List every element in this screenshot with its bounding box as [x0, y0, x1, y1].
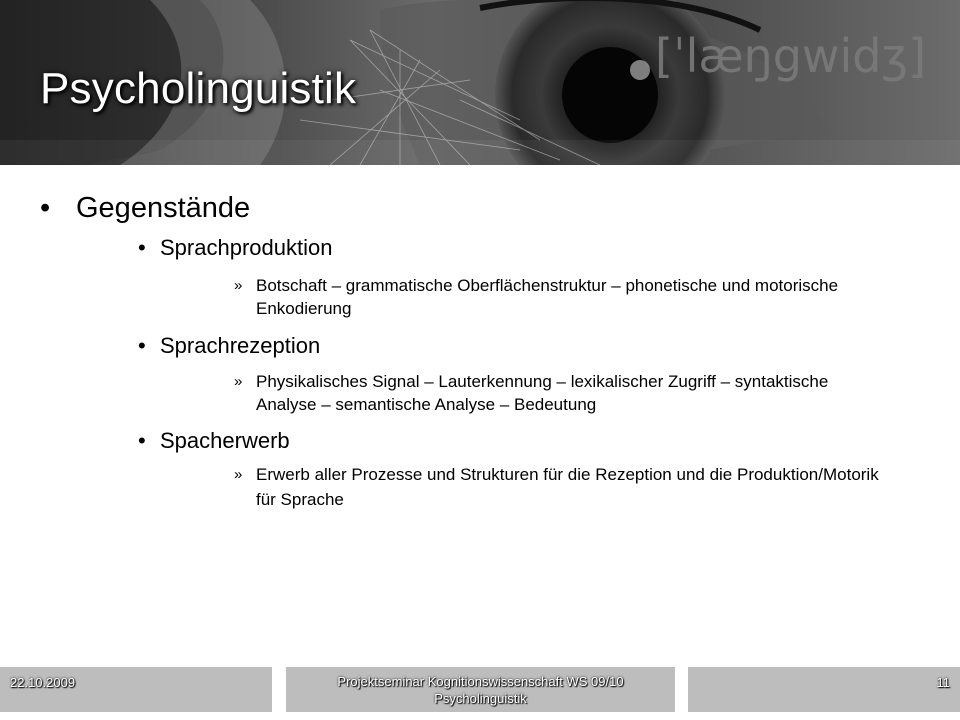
bullet-dot: • — [40, 192, 51, 224]
list-subitem — [234, 462, 884, 512]
bullet-chevron: » — [234, 466, 243, 483]
footer-topic: Psycholinguistik — [434, 691, 527, 706]
list-subitem-text: Physikalisches Signal – Lauterkennung – lexikalischer Zugriff – syntaktische Analyse – semantische Analyse – Bedeutung — [256, 372, 829, 414]
list-subitem-text: Botschaft – grammatische Oberflächenstruktur – phonetische und motorische Enkodierung — [256, 276, 839, 318]
footer-page-box — [688, 667, 960, 712]
footer-date-box — [0, 667, 272, 712]
footer-course-title: Projektseminar Kognitionswissenschaft WS 09/10 — [337, 674, 624, 689]
bullet-chevron: » — [234, 373, 243, 390]
footer-date: 22.10.2009 — [10, 675, 76, 690]
list-subitem — [234, 274, 884, 320]
list-item-label: Sprachproduktion — [160, 235, 333, 260]
bullet-dot: • — [138, 333, 146, 358]
list-subitem-text: Erwerb aller Prozesse und Strukturen für die Rezeption und die Produktion/Motorik für Sprache — [256, 465, 879, 509]
list-subitem — [234, 370, 884, 416]
slide-title: Psycholinguistik — [40, 64, 357, 113]
footer-title-box — [286, 667, 675, 712]
page-number: 11 — [936, 675, 950, 690]
bullet-chevron: » — [234, 277, 243, 294]
section-heading: Gegenstände — [76, 192, 251, 224]
bullet-dot: • — [138, 235, 146, 260]
list-item-label: Sprachrezeption — [160, 333, 321, 358]
bullet-dot: • — [138, 428, 146, 453]
header-banner — [0, 0, 960, 165]
list-item-label: Spacherwerb — [160, 428, 290, 453]
banner-watermark-text: [ˈlæŋgwidʒ] — [655, 29, 927, 83]
